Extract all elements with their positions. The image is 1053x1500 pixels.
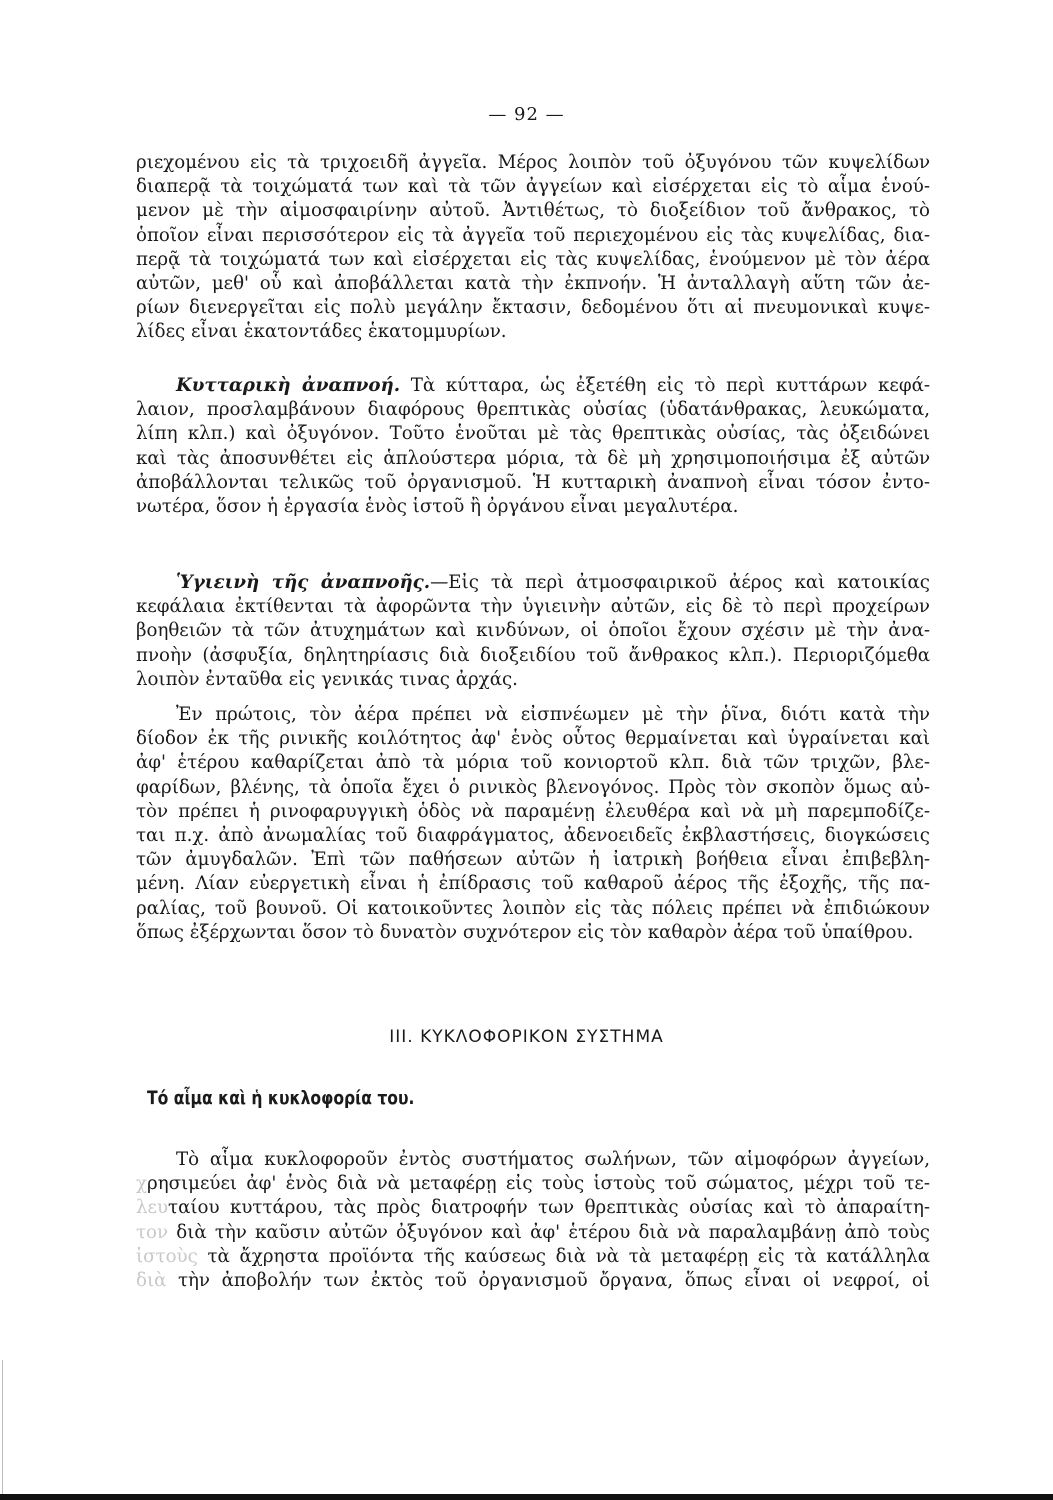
paragraph-blood-circulation [136, 1148, 930, 1293]
text-line: διαπερᾷ τὰ τοιχώματά των καὶ τὰ τῶν ἀγγείων καὶ εἰσέρχεται εἰς τὸ αἷμα ἑνού- [136, 176, 930, 198]
runin-heading: Ὑγιεινὴ τῆς ἀναπνοῆς. [176, 572, 431, 593]
paragraph-gas-exchange [136, 151, 930, 345]
page-edge [2, 1360, 3, 1495]
text-span: ταίου κυττάρου, τὰς πρὸς διατροφήν των θρεπτικὰς οὐσίας καὶ τὸ ἀπαραίτη- [168, 1197, 930, 1219]
text-line [136, 1221, 930, 1245]
runin-heading: Κυτταρικὴ ἀναπνοή. [176, 375, 401, 396]
paragraph-nasal-breathing [136, 703, 930, 945]
text-line: τὸν πρέπει ἡ ρινοφαρυγγικὴ ὁδὸς νὰ παραμένῃ ἐλευθέρα καὶ νὰ μὴ παρεμποδίζε- [136, 800, 930, 822]
text-line: τῶν ἀμυγδαλῶν. Ἐπὶ τῶν παθήσεων αὐτῶν ἡ ἰατρικὴ βοήθεια εἶναι ἐπιβεβλη- [136, 849, 930, 871]
text-span: —Εἰς τὰ περὶ ἀτμοσφαιρικοῦ ἀέρος καὶ κατοικίας [430, 572, 930, 593]
text-span: διὰ τὴν καῦσιν αὐτῶν ὀξυγόνον καὶ ἀφ' ἑτέρου διὰ νὰ παραλαμβάνῃ ἀπὸ τοὺς [168, 1221, 930, 1243]
text-line: λαιον, προσλαμβάνουν διαφόρους θρεπτικὰς οὐσίας (ὑδατάνθρακας, λευκώματα, [136, 399, 930, 421]
text-span: Τὸ αἷμα κυκλοφοροῦν ἐντὸς συστήματος σωλήνων, τῶν αἱμοφόρων ἀγγείων, [176, 1149, 930, 1170]
text-line: ριεχομένου εἰς τὰ τριχοειδῆ ἀγγεῖα. Μέρος λοιπὸν τοῦ ὀξυγόνου τῶν κυψελίδων [136, 152, 930, 173]
text-span: Τὰ κύτταρα, ὡς ἐξετέθη εἰς τὸ περὶ κυττάρων κεφά- [400, 375, 930, 396]
text-line: κεφάλαια ἐκτίθενται τὰ ἀφορῶντα τὴν ὑγιεινὴν αὐτῶν, εἰς δὲ τὸ περὶ προχείρων [136, 596, 930, 618]
text-line: λίδες εἶναι ἑκατοντάδες ἑκατομμυρίων. [136, 321, 507, 343]
faded-text: τον [136, 1221, 169, 1243]
text-line: μένη. Λίαν εὐεργετικὴ εἶναι ἡ ἐπίδρασις τοῦ καθαροῦ ἀέρος τῆς ἐξοχῆς, τῆς πα- [136, 873, 930, 895]
text-span: τὴν ἀποβολήν των ἐκτὸς τοῦ ὀργανισμοῦ ὄργανα, ὅπως εἶναι οἱ νεφροί, οἱ [166, 1269, 930, 1291]
text-line: λίπη κλπ.) καὶ ὀξυγόνον. Τοῦτο ἑνοῦται μὲ τὰς θρεπτικὰς οὐσίας, τὰς ὀξειδώνει [136, 423, 930, 445]
text-line: φαρίδων, βλένης, τὰ ὁποῖα ἔχει ὁ ρινικὸς βλενογόνος. Πρὸς τὸν σκοπὸν ὅμως αὐ- [136, 776, 930, 798]
faded-text: διὰ [136, 1269, 167, 1291]
subsection-heading: Τό αἷμα καὶ ἡ κυκλοφορία του. [147, 1087, 415, 1109]
paragraph-respiratory-hygiene [136, 571, 930, 692]
text-line [136, 374, 930, 398]
text-line: καὶ τὰς ἀποσυνθέτει εἰς ἁπλούστερα μόρια, τὰ δὲ μὴ χρησιμοποιήσιμα ἐξ αὐτῶν [136, 447, 930, 469]
paragraph-cellular-respiration [136, 374, 930, 519]
text-line [136, 1148, 930, 1172]
text-span: τὰ ἄχρηστα προϊόντα τῆς καύσεως διὰ νὰ τὰ μεταφέρῃ εἰς τὰ κατάλληλα [197, 1245, 930, 1267]
text-line: Ἐν πρώτοις, τὸν ἀέρα πρέπει νὰ εἰσπνέωμεν μὲ τὴν ῥῖνα, διότι κατὰ τὴν [176, 704, 930, 725]
text-line: ἀποβάλλονται τελικῶς τοῦ ὀργανισμοῦ. Ἡ κυτταρικὴ ἀναπνοὴ εἶναι τόσον ἐντο- [136, 471, 930, 493]
text-line: ὅπως ἐξέρχωνται ὅσον τὸ δυνατὸν συχνότερον εἰς τὸν καθαρὸν ἀέρα τοῦ ὑπαίθρου. [136, 921, 914, 943]
text-line: ρίων διενεργεῖται εἰς πολὺ μεγάλην ἔκτασιν, δεδομένου ὅτι αἱ πνευμονικαὶ κυψε- [136, 297, 930, 319]
text-line: δίοδον ἐκ τῆς ρινικῆς κοιλότητος ἀφ' ἑνὸς οὗτος θερμαίνεται καὶ ὑγραίνεται καὶ [136, 728, 930, 750]
faded-text: λευ [136, 1197, 169, 1219]
text-line: ται π.χ. ἀπὸ ἀνωμαλίας τοῦ διαφράγματος, ἀδενοειδεῖς ἐκβλαστήσεις, διογκώσεις [136, 824, 930, 846]
faded-text: χ [136, 1173, 148, 1195]
scan-border [0, 1494, 1053, 1500]
text-line: νωτέρα, ὅσον ἡ ἐργασία ἑνὸς ἱστοῦ ἢ ὀργάνου εἶναι μεγαλυτέρα. [136, 495, 739, 517]
text-line: βοηθειῶν τὰ τῶν ἀτυχημάτων καὶ κινδύνων, οἱ ὁποῖοι ἔχουν σχέσιν μὲ τὴν ἀνα- [136, 620, 930, 642]
page-number: — 92 — [488, 104, 565, 125]
text-line: πνοὴν (ἀσφυξία, δηλητηρίασις διὰ διοξειδίου τοῦ ἄνθρακος κλπ.). Περιοριζόμεθα [136, 644, 930, 666]
text-line: ἀφ' ἑτέρου καθαρίζεται ἀπὸ τὰ μόρια τοῦ κονιορτοῦ κλπ. διὰ τῶν τριχῶν, βλε- [136, 752, 930, 774]
text-line: ὁποῖον εἶναι περισσότερον εἰς τὰ ἀγγεῖα τοῦ περιεχομένου εἰς τὰς κυψελίδας, δια- [136, 224, 930, 246]
text-line: μενον μὲ τὴν αἱμοσφαιρίνην αὐτοῦ. Ἀντιθέτως, τὸ διοξείδιον τοῦ ἄνθρακος, τὸ [136, 200, 930, 222]
section-heading: III. ΚΥΚΛΟΦΟΡΙΚΟΝ ΣΥΣΤΗΜΑ [389, 1027, 664, 1047]
text-line [136, 1269, 930, 1293]
text-line [136, 1172, 930, 1196]
text-line: αὐτῶν, μεθ' οὗ καὶ ἀποβάλλεται κατὰ τὴν ἐκπνοήν. Ἡ ἀνταλλαγὴ αὕτη τῶν ἀε- [136, 272, 930, 294]
text-span: ρησιμεύει ἀφ' ἑνὸς διὰ νὰ μεταφέρῃ εἰς τοὺς ἱστοὺς τοῦ σώματος, μέχρι τοῦ τε- [147, 1173, 930, 1195]
text-line [136, 1196, 930, 1220]
text-line [136, 571, 930, 595]
faded-text: ἱστοὺς [136, 1245, 198, 1267]
text-line: περᾷ τὰ τοιχώματά των καὶ εἰσέρχεται εἰς τὰς κυψελίδας, ἑνούμενον μὲ τὸν ἀέρα [136, 248, 930, 270]
text-line: λοιπὸν ἐνταῦθα εἰς γενικάς τινας ἀρχάς. [136, 668, 518, 690]
text-line [136, 1245, 930, 1269]
text-line: ραλίας, τοῦ βουνοῦ. Οἱ κατοικοῦντες λοιπὸν εἰς τὰς πόλεις πρέπει νὰ ἐπιδιώκουν [136, 897, 930, 919]
